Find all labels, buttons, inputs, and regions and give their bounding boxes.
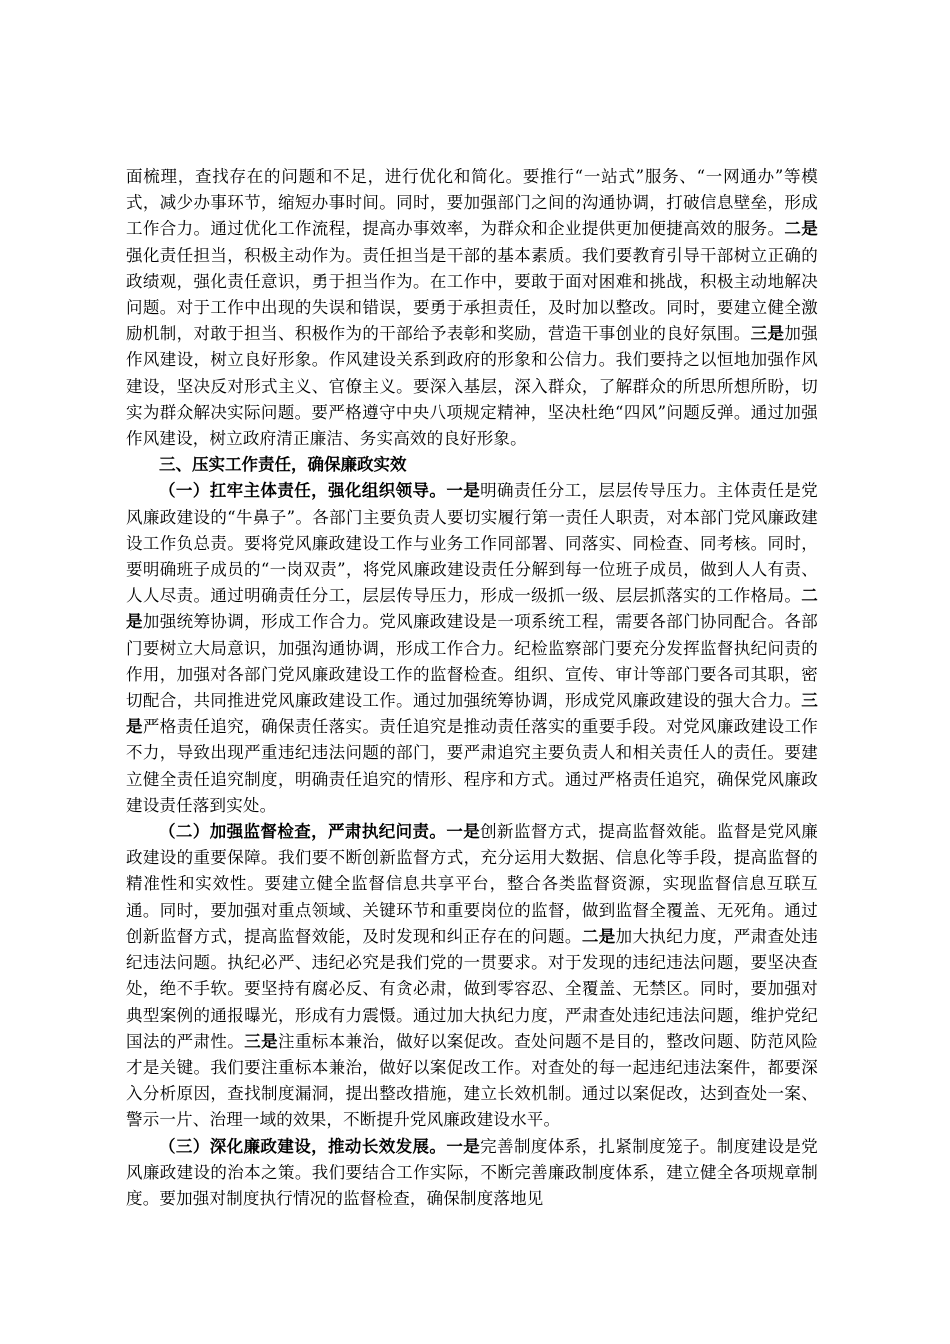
paragraph-1-text-1: 面梳理，查找存在的问题和不足，进行优化和简化。要推行“一站式”服务、“一网通办”等模式，减少办事环节，缩短办事时间。同时，要加强部门之间的沟通协调，打破信息壁垒，形成工作合力。通过优化工作流程，提高办事效率，为群众和企业提供更加便捷高效的服务。	[126, 167, 818, 239]
paragraph-subsection-2	[126, 819, 818, 1133]
section-heading: 三、压实工作责任，确保廉政实效	[159, 455, 407, 475]
subsection-1-title: （一）扛牢主体责任，强化组织领导。一是	[159, 481, 481, 501]
paragraph-1	[126, 164, 818, 452]
paragraph-1-marker-3: 三是	[750, 324, 785, 344]
paragraph-1-text-3: 加强作风建设，树立良好形象。作风建设关系到政府的形象和公信力。我们要持之以恒地加强作风建设，坚决反对形式主义、官僚主义。要深入基层，深入群众，了解群众的所思所想所盼，切实为群众解决实际问题。要严格遵守中央八项规定精神，坚决杜绝“四风”问题反弹。通过加强作风建设，树立政府清正廉洁、务实高效的良好形象。	[126, 324, 818, 449]
subsection-2-marker-2: 二是	[581, 926, 616, 946]
subsection-2-text-2: 加大执纪力度，严肃查处违纪违法问题。执纪必严、违纪必究是我们党的一贯要求。对于发现的违纪违法问题，要坚决查处，绝不手软。要坚持有腐必反、有贪必肃，做到零容忍、全覆盖、无禁区。同时，要加强对典型案例的通报曝光，形成有力震慑。通过加大执纪力度，严肃查处违纪违法问题，维护党纪国法的严肃性。	[126, 926, 818, 1051]
subsection-1-text-2: 加强统筹协调，形成工作合力。党风廉政建设是一项系统工程，需要各部门协同配合。各部门要树立大局意识，加强沟通协调，形成工作合力。纪检监察部门要充分发挥监督执纪问责的作用，加强对各部门党风廉政建设工作的监督检查。组织、宣传、审计等部门要各司其职，密切配合，共同推进党风廉政建设工作。通过加强统筹协调，形成党风廉政建设的强大合力。	[126, 612, 819, 711]
subsection-2-text-3: 注重标本兼治，做好以案促改。查处问题不是目的，整改问题、防范风险才是关键。我们要注重标本兼治，做好以案促改工作。对查处的每一起违纪违法案件，都要深入分析原因，查找制度漏洞，提出整改措施，建立长效机制。通过以案促改，达到查处一案、警示一片、治理一域的效果，不断提升党风廉政建设水平。	[126, 1031, 818, 1130]
paragraph-subsection-1	[126, 478, 818, 819]
subsection-1-text-3: 严格责任追究，确保责任落实。责任追究是推动责任落实的重要手段。对党风廉政建设工作不力，导致出现严重违纪违法问题的部门，要严肃追究主要负责人和相关责任人的责任。要建立健全责任追究制度，明确责任追究的情形、程序和方式。通过严格责任追究，确保党风廉政建设责任落到实处。	[126, 717, 819, 815]
subsection-1-marker-2: 二是	[126, 586, 818, 632]
subsection-2-title: （二）加强监督检查，严肃执纪问责。一是	[159, 822, 481, 842]
subsection-2-marker-3: 三是	[244, 1031, 278, 1051]
paragraph-1-marker-2: 二是	[784, 219, 818, 239]
subsection-1-marker-3: 三是	[126, 691, 818, 737]
document-body	[126, 164, 818, 1212]
subsection-1-text-1: 明确责任分工，层层传导压力。主体责任是党风廉政建设的“牛鼻子”。各部门主要负责人要切实履行第一责任人职责，对本部门党风廉政建设工作负总责。要将党风廉政建设工作与业务工作同部署、同落实、同检查、同考核。同时，要明确班子成员的“一岗双责”，将党风廉政建设责任分解到每一位班子成员，做到人人有责、人人尽责。通过明确责任分工，层层传导压力，形成一级抓一级、层层抓落实的工作格局。	[126, 481, 818, 606]
paragraph-subsection-3	[126, 1134, 818, 1213]
subsection-2-text-1: 创新监督方式，提高监督效能。监督是党风廉政建设的重要保障。我们要不断创新监督方式，充分运用大数据、信息化等手段，提高监督的精准性和实效性。要建立健全监督信息共享平台，整合各类监督资源，实现监督信息互联互通。同时，要加强对重点领域、关键环节和重要岗位的监督，做到监督全覆盖、无死角。通过创新监督方式，提高监督效能，及时发现和纠正存在的问题。	[126, 822, 818, 946]
subsection-3-text-1: 完善制度体系，扎紧制度笼子。制度建设是党风廉政建设的治本之策。我们要结合工作实际，不断完善廉政制度体系，建立健全各项规章制度。要加强对制度执行情况的监督检查，确保制度落地见	[126, 1136, 818, 1208]
paragraph-1-text-2: 强化责任担当，积极主动作为。责任担当是干部的基本素质。我们要教育引导干部树立正确的政绩观，强化责任意识，勇于担当作为。在工作中，要敢于面对困难和挑战，积极主动地解决问题。对于工作中出现的失误和错误，要勇于承担责任，及时加以整改。同时，要建立健全激励机制，对敢于担当、积极作为的干部给予表彰和奖励，营造干事创业的良好氛围。	[126, 245, 818, 344]
subsection-3-title: （三）深化廉政建设，推动长效发展。一是	[159, 1136, 481, 1156]
